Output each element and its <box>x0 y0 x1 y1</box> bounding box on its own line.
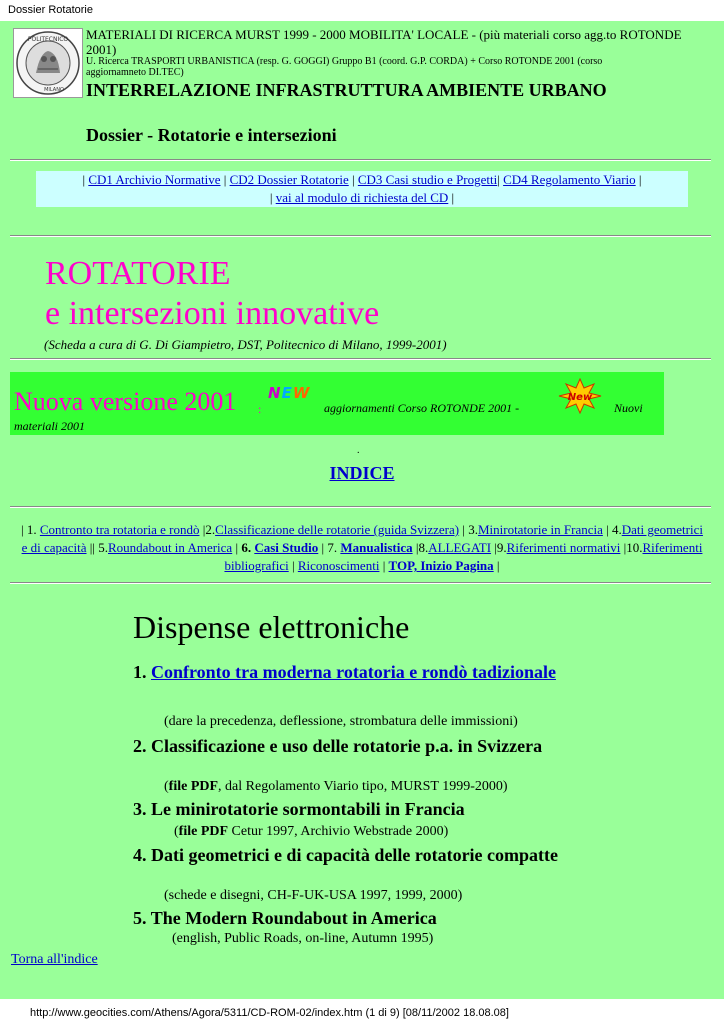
link-cd2[interactable]: CD2 Dossier Rotatorie <box>229 172 349 187</box>
separator: | <box>351 172 355 187</box>
print-header-title: Dossier Rotatorie <box>8 4 93 16</box>
header-dossier: Dossier - Rotatorie e intersezioni <box>86 125 337 145</box>
cd-nav-box <box>36 171 688 207</box>
header-title: INTERRELAZIONE INFRASTRUTTURA AMBIENTE URBANO <box>86 80 607 100</box>
index-nav: | 1. Contronto tra rotatoria e rondò |2.Classificazione delle rotatorie (guida Svizzera) | 3.Minirotatorie in Francia | 4.Dati geometrici e di capacità || 5.Roundabout in America | 6. Casi Studio | 7. Manualistica |8.ALLEGATI |9.Riferimenti normativi |10.Riferimenti bibliografici | Riconoscimenti | TOP, Inizio Pagina | <box>21 522 703 573</box>
nav-link-3[interactable]: Minirotatorie in Francia <box>477 522 603 537</box>
header-line-1: MATERIALI DI RICERCA MURST 1999 - 2000 MOBILITA' LOCALE - (più materiali corso agg.to ROTONDE 2001) <box>86 27 682 57</box>
link-modulo-cd[interactable]: vai al modulo di richiesta del CD <box>275 190 449 205</box>
politecnico-logo <box>13 28 83 98</box>
nav-link-1[interactable]: Contronto tra rotatoria e rondò <box>39 522 200 537</box>
new-badge-icon: NEW <box>268 384 311 402</box>
nav-link-riconoscimenti[interactable]: Riconoscimenti <box>297 558 380 573</box>
dispensa-item-4: 4. Dati geometrici e di capacità delle rotatorie compatte <box>133 845 559 865</box>
divider <box>10 358 711 360</box>
dispensa-item-3: 3. Le minirotatorie sormontabili in Francia <box>133 799 465 819</box>
link-cd4[interactable]: CD4 Regolamento Viario <box>503 172 636 187</box>
dispensa-item-5: 5. The Modern Roundabout in America <box>133 908 437 928</box>
dispensa-item-1: 1. Confronto tra moderna rotatoria e rondò tadizionale <box>133 662 556 682</box>
cd-nav-row-2 <box>36 189 688 207</box>
nav-link-5[interactable]: Roundabout in America <box>108 540 233 555</box>
politecnico-seal-icon <box>14 29 82 97</box>
nav-link-6[interactable]: Casi Studio <box>254 540 319 555</box>
divider <box>10 159 711 161</box>
cd-nav-row-1 <box>36 171 688 189</box>
separator: | <box>451 190 455 205</box>
page-body <box>0 21 724 999</box>
nav-link-4[interactable]: Dati geometrici e di capacità <box>21 522 703 555</box>
logo-text-bottom: MILANO <box>44 87 64 93</box>
torna-indice-link[interactable]: Torna all'indice <box>11 952 98 967</box>
dispensa-note-4: (schede e disegni, CH-F-UK-USA 1997, 1999, 2000) <box>164 888 463 903</box>
dispensa-note-3: (file PDF Cetur 1997, Archivio Webstrade 2000) <box>174 824 449 839</box>
dispensa-link-1[interactable]: Confronto tra moderna rotatoria e rondò tadizionale <box>151 662 556 682</box>
nuova-colon: : <box>258 402 262 416</box>
nav-link-7[interactable]: Manualistica <box>340 540 413 555</box>
divider <box>10 582 711 584</box>
print-header <box>0 0 724 21</box>
print-footer-url: http://www.geocities.com/Athens/Agora/5311/CD-ROM-02/index.htm (1 di 9) [08/11/2002 18.08.08] <box>30 1007 509 1019</box>
materiali-text: materiali 2001 <box>14 419 85 433</box>
dispensa-note-1: (dare la precedenza, deflessione, strombatura delle immissioni) <box>164 714 518 729</box>
indice-heading <box>0 463 724 484</box>
header-line-2: U. Ricerca TRASPORTI URBANISTICA (resp. G. GOGGI) Gruppo B1 (coord. G.P. CORDA) + Corso ROTONDE 2001 (corso aggiornamneto DI.TEC) <box>86 56 603 78</box>
main-title-line-2: e intersezioni innovative <box>45 295 380 332</box>
dispense-title: Dispense elettroniche <box>133 609 410 645</box>
separator: | <box>497 172 500 187</box>
new-star-icon <box>558 378 602 414</box>
dispensa-item-2: 2. Classificazione e uso delle rotatorie p.a. in Svizzera <box>133 736 543 756</box>
logo-text-top: POLITECNICO <box>27 36 69 43</box>
divider <box>10 235 711 237</box>
nuovi-text: Nuovi <box>614 401 643 415</box>
separator: | <box>223 172 227 187</box>
new-star-text: New <box>567 392 593 403</box>
print-footer <box>0 999 724 1024</box>
link-cd1[interactable]: CD1 Archivio Normative <box>88 172 221 187</box>
dispensa-note-5: (english, Public Roads, on-line, Autumn 1995) <box>172 931 434 946</box>
indice-link[interactable]: INDICE <box>329 463 395 483</box>
torna-indice <box>11 952 98 968</box>
nav-link-10[interactable]: Riferimenti bibliografici <box>224 540 703 573</box>
separator: | <box>638 172 642 187</box>
nuova-versione-box <box>10 372 664 435</box>
dot: . <box>357 445 360 456</box>
nav-link-top[interactable]: TOP, Inizio Pagina <box>388 558 494 573</box>
divider <box>10 506 711 508</box>
dispensa-note-2: (file PDF, dal Regolamento Viario tipo, MURST 1999-2000) <box>164 779 508 794</box>
nav-link-8[interactable]: ALLEGATI <box>428 540 492 555</box>
nav-link-9[interactable]: Riferimenti normativi <box>506 540 621 555</box>
separator: | <box>269 190 273 205</box>
link-cd3[interactable]: CD3 Casi studio e Progetti <box>357 172 498 187</box>
separator: | <box>82 172 86 187</box>
aggiornamenti-text: aggiornamenti Corso ROTONDE 2001 - <box>324 401 520 415</box>
nuova-versione-title: Nuova versione 2001 <box>14 387 237 416</box>
main-title <box>45 254 379 334</box>
main-title-line-1: ROTATORIE <box>45 255 231 292</box>
scheda-credit: (Scheda a cura di G. Di Giampietro, DST, Politecnico di Milano, 1999-2001) <box>44 337 447 352</box>
nav-link-2[interactable]: Classificazione delle rotatorie (guida Svizzera) <box>215 522 460 537</box>
